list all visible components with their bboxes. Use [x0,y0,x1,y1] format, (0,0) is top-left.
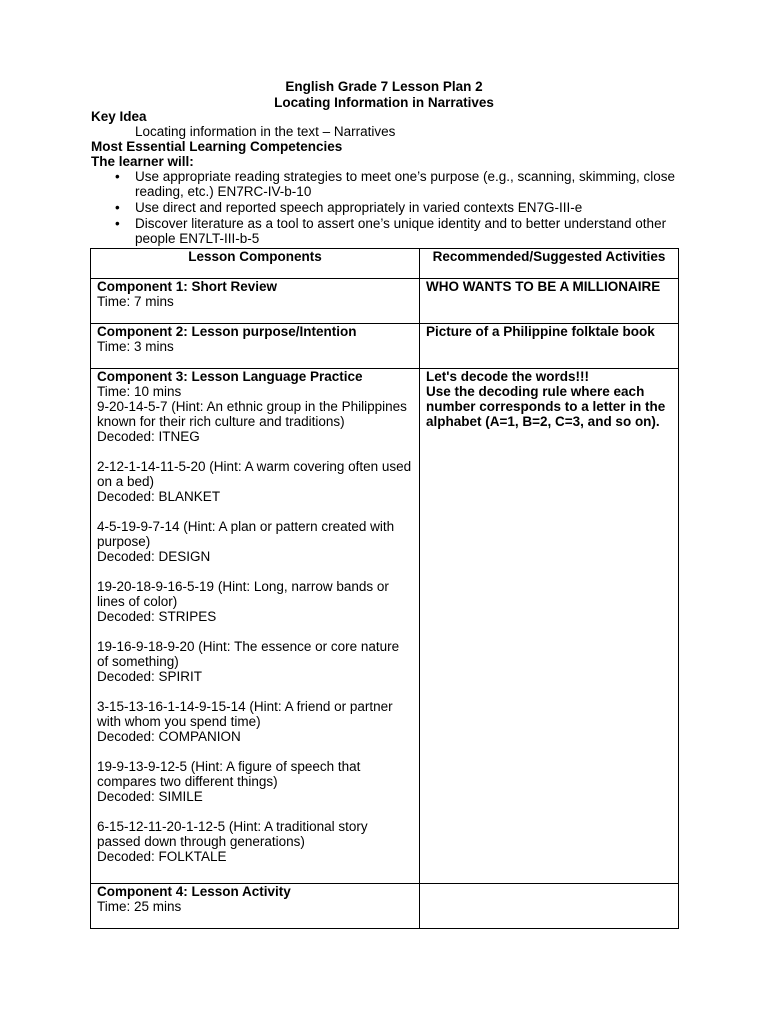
list-item [97,579,413,624]
decode-answer: Decoded: ITNEG [97,429,200,444]
table-row [91,279,679,324]
key-idea-text: Locating information in the text – Narratives [135,124,396,139]
component-time: Time: 10 mins [97,384,182,399]
list-item [97,519,413,564]
column-header-activities: Recommended/Suggested Activities [420,249,679,279]
activity-text: Use the decoding rule where each number corresponds to a letter in the alphabet (A=1, B=2, C=3, and so on). [426,384,666,429]
decode-answer: Decoded: SIMILE [97,789,203,804]
competency-text: Use appropriate reading strategies to meet one’s purpose (e.g., scanning, skimming, close reading, etc.) EN7RC-IV-b-10 [135,169,676,199]
list-item [97,459,413,504]
competencies-heading: Most Essential Learning Competencies [91,139,343,154]
decode-answer: Decoded: STRIPES [97,609,217,624]
activity-cell [420,884,679,929]
decode-answer: Decoded: COMPANION [97,729,241,744]
intro-section [91,109,681,247]
decode-code: 19-20-18-9-16-5-19 (Hint: Long, narrow bands or lines of color) [97,579,389,609]
component-name: Component 1: Short Review [97,279,278,294]
component-time: Time: 7 mins [97,294,174,309]
list-item [97,819,413,864]
competency-list [91,169,681,246]
column-header-components: Lesson Components [91,249,420,279]
table-row [91,884,679,929]
activity-cell [420,369,679,884]
component-name: Component 4: Lesson Activity [97,884,291,899]
component-cell [91,369,420,884]
bullet-icon: • [115,169,120,184]
component-time: Time: 25 mins [97,899,182,914]
bullet-icon: • [115,200,120,215]
document-subtitle: Locating Information in Narratives [274,94,494,110]
learner-will-label: The learner will: [91,154,194,169]
component-cell [91,279,420,324]
competency-text: Use direct and reported speech appropriately in varied contexts EN7G-III-e [135,200,583,215]
competency-text: Discover literature as a tool to assert one’s unique identity and to better understand other people EN7LT-III-b-5 [135,216,667,246]
table-header-row [91,249,679,279]
activity-cell [420,324,679,369]
decode-code: 3-15-13-16-1-14-9-15-14 (Hint: A friend or partner with whom you spend time) [97,699,393,729]
decode-answer: Decoded: BLANKET [97,489,221,504]
lesson-plan-table [90,248,679,929]
document-title: English Grade 7 Lesson Plan 2 [285,79,483,94]
activity-cell [420,279,679,324]
bullet-icon: • [115,216,120,231]
key-idea-heading: Key Idea [91,109,147,124]
decode-code: 6-15-12-11-20-1-12-5 (Hint: A traditional story passed down through generations) [97,819,368,849]
document-header [0,79,768,110]
component-cell [91,324,420,369]
decode-code: 2-12-1-14-11-5-20 (Hint: A warm covering often used on a bed) [97,459,412,489]
activity-text: WHO WANTS TO BE A MILLIONAIRE [426,279,661,294]
list-item [97,399,413,444]
decode-code: 4-5-19-9-7-14 (Hint: A plan or pattern created with purpose) [97,519,395,549]
competency-item [91,169,681,199]
component-cell [91,884,420,929]
competency-item [91,200,681,215]
component-time: Time: 3 mins [97,339,174,354]
decode-answer: Decoded: SPIRIT [97,669,203,684]
decode-item-list [97,399,413,864]
decode-code: 9-20-14-5-7 (Hint: An ethnic group in the Philippines known for their rich culture and traditions) [97,399,407,429]
activity-title: Let's decode the words!!! [426,369,589,384]
list-item [97,639,413,684]
activity-text: Picture of a Philippine folktale book [426,324,655,339]
table-row [91,369,679,884]
decode-code: 19-16-9-18-9-20 (Hint: The essence or core nature of something) [97,639,400,669]
component-name: Component 3: Lesson Language Practice [97,369,363,384]
decode-answer: Decoded: DESIGN [97,549,211,564]
decode-code: 19-9-13-9-12-5 (Hint: A figure of speech that compares two different things) [97,759,361,789]
list-item [97,759,413,804]
competency-item [91,216,681,246]
list-item [97,699,413,744]
component-name: Component 2: Lesson purpose/Intention [97,324,357,339]
decode-answer: Decoded: FOLKTALE [97,849,227,864]
table-row [91,324,679,369]
